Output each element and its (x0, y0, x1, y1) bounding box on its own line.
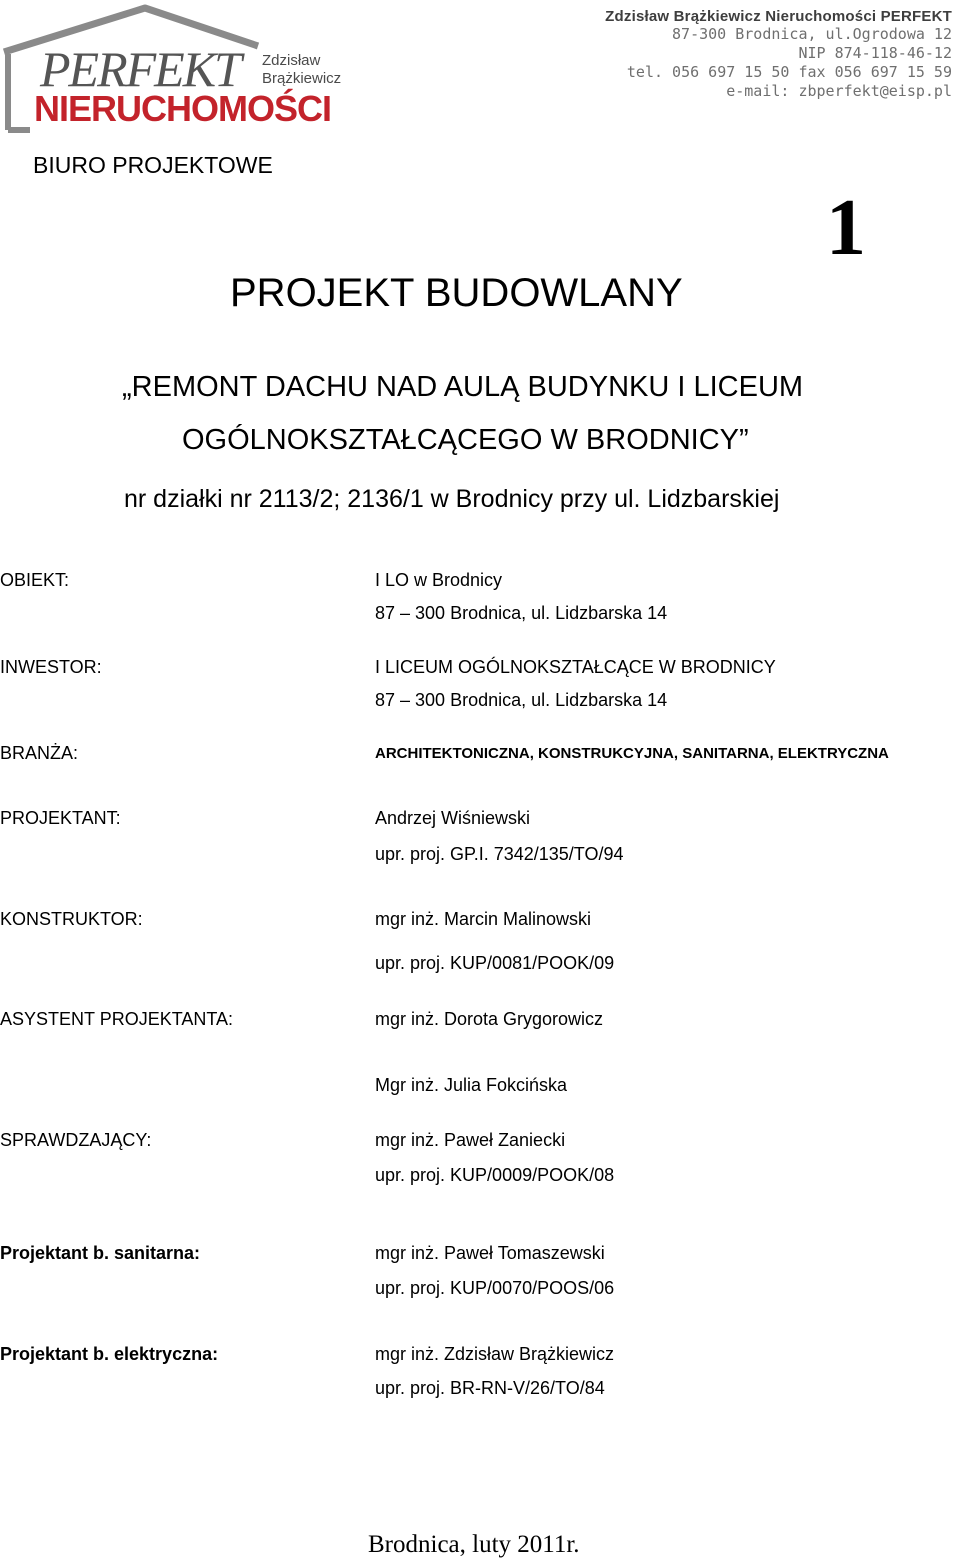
branza-value: ARCHITEKTONICZNA, KONSTRUKCYJNA, SANITARNA, ELEKTRYCZNA (375, 745, 889, 762)
sanitarna-label: Projektant b. sanitarna: (0, 1243, 201, 1263)
firm-nip: NIP 874-118-46-12 (798, 44, 952, 62)
firm-phone: tel. 056 697 15 50 fax 056 697 15 59 (626, 63, 952, 81)
sprawdzajacy-license: upr. proj. KUP/0009/POOK/08 (375, 1165, 615, 1185)
letterhead-contact (605, 8, 952, 101)
logo-signature-first: Zdzisław (262, 52, 321, 69)
subject-line-2: OGÓLNOKSZTAŁCĄCEGO W BRODNICY” (182, 424, 749, 456)
projektant-name: Andrzej Wiśniewski (375, 808, 531, 828)
asystent-label: ASYSTENT PROJEKTANTA: (0, 1009, 234, 1029)
inwestor-address: 87 – 300 Brodnica, ul. Lidzbarska 14 (375, 690, 668, 710)
perfekt-logo (0, 0, 420, 138)
office-heading: BIURO PROJEKTOWE (33, 152, 273, 178)
obiekt-address: 87 – 300 Brodnica, ul. Lidzbarska 14 (375, 603, 668, 623)
firm-name: Zdzisław Brążkiewicz Nieruchomości PERFEKT (605, 8, 952, 25)
elektryczna-license: upr. proj. BR-RN-V/26/TO/84 (375, 1378, 605, 1398)
document-title: PROJEKT BUDOWLANY (230, 271, 683, 315)
inwestor-label: INWESTOR: (0, 657, 102, 677)
inwestor-name: I LICEUM OGÓLNOKSZTAŁCĄCE W BRODNICY (375, 657, 776, 677)
obiekt-label: OBIEKT: (0, 570, 70, 590)
logo-subtitle: NIERUCHOMOŚCI (34, 88, 332, 129)
firm-address: 87-300 Brodnica, ul.Ogrodowa 12 (672, 25, 952, 43)
projektant-label: PROJEKTANT: (0, 808, 121, 828)
sanitarna-license: upr. proj. KUP/0070/POOS/06 (375, 1278, 615, 1298)
firm-email: e-mail: zbperfekt@eisp.pl (726, 82, 952, 100)
projektant-license: upr. proj. GP.I. 7342/135/TO/94 (375, 844, 624, 864)
elektryczna-name: mgr inż. Zdzisław Brążkiewicz (375, 1344, 615, 1364)
konstruktor-name: mgr inż. Marcin Malinowski (375, 909, 592, 929)
sprawdzajacy-name: mgr inż. Paweł Zaniecki (375, 1130, 566, 1150)
obiekt-name: I LO w Brodnicy (375, 570, 503, 590)
sprawdzajacy-label: SPRAWDZAJĄCY: (0, 1130, 152, 1150)
svg-text:PERFEKT: PERFEKT (40, 41, 240, 97)
letterhead (0, 0, 960, 138)
sanitarna-name: mgr inż. Paweł Tomaszewski (375, 1243, 605, 1263)
asystent-name-2: Mgr inż. Julia Fokcińska (375, 1075, 568, 1095)
konstruktor-label: KONSTRUKTOR: (0, 909, 143, 929)
branza-label: BRANŻA: (0, 743, 79, 763)
konstruktor-license: upr. proj. KUP/0081/POOK/09 (375, 953, 615, 973)
asystent-name-1: mgr inż. Dorota Grygorowicz (375, 1009, 604, 1029)
elektryczna-label: Projektant b. elektryczna: (0, 1344, 219, 1364)
plot-description: nr działki nr 2113/2; 2136/1 w Brodnicy przy ul. Lidzbarskiej (124, 485, 780, 513)
page-number: 1 (826, 184, 866, 272)
logo-signature-last: Brążkiewicz (262, 70, 342, 87)
place-and-date: Brodnica, luty 2011r. (368, 1531, 580, 1558)
subject-line-1: „REMONT DACHU NAD AULĄ BUDYNKU I LICEUM (122, 371, 804, 403)
